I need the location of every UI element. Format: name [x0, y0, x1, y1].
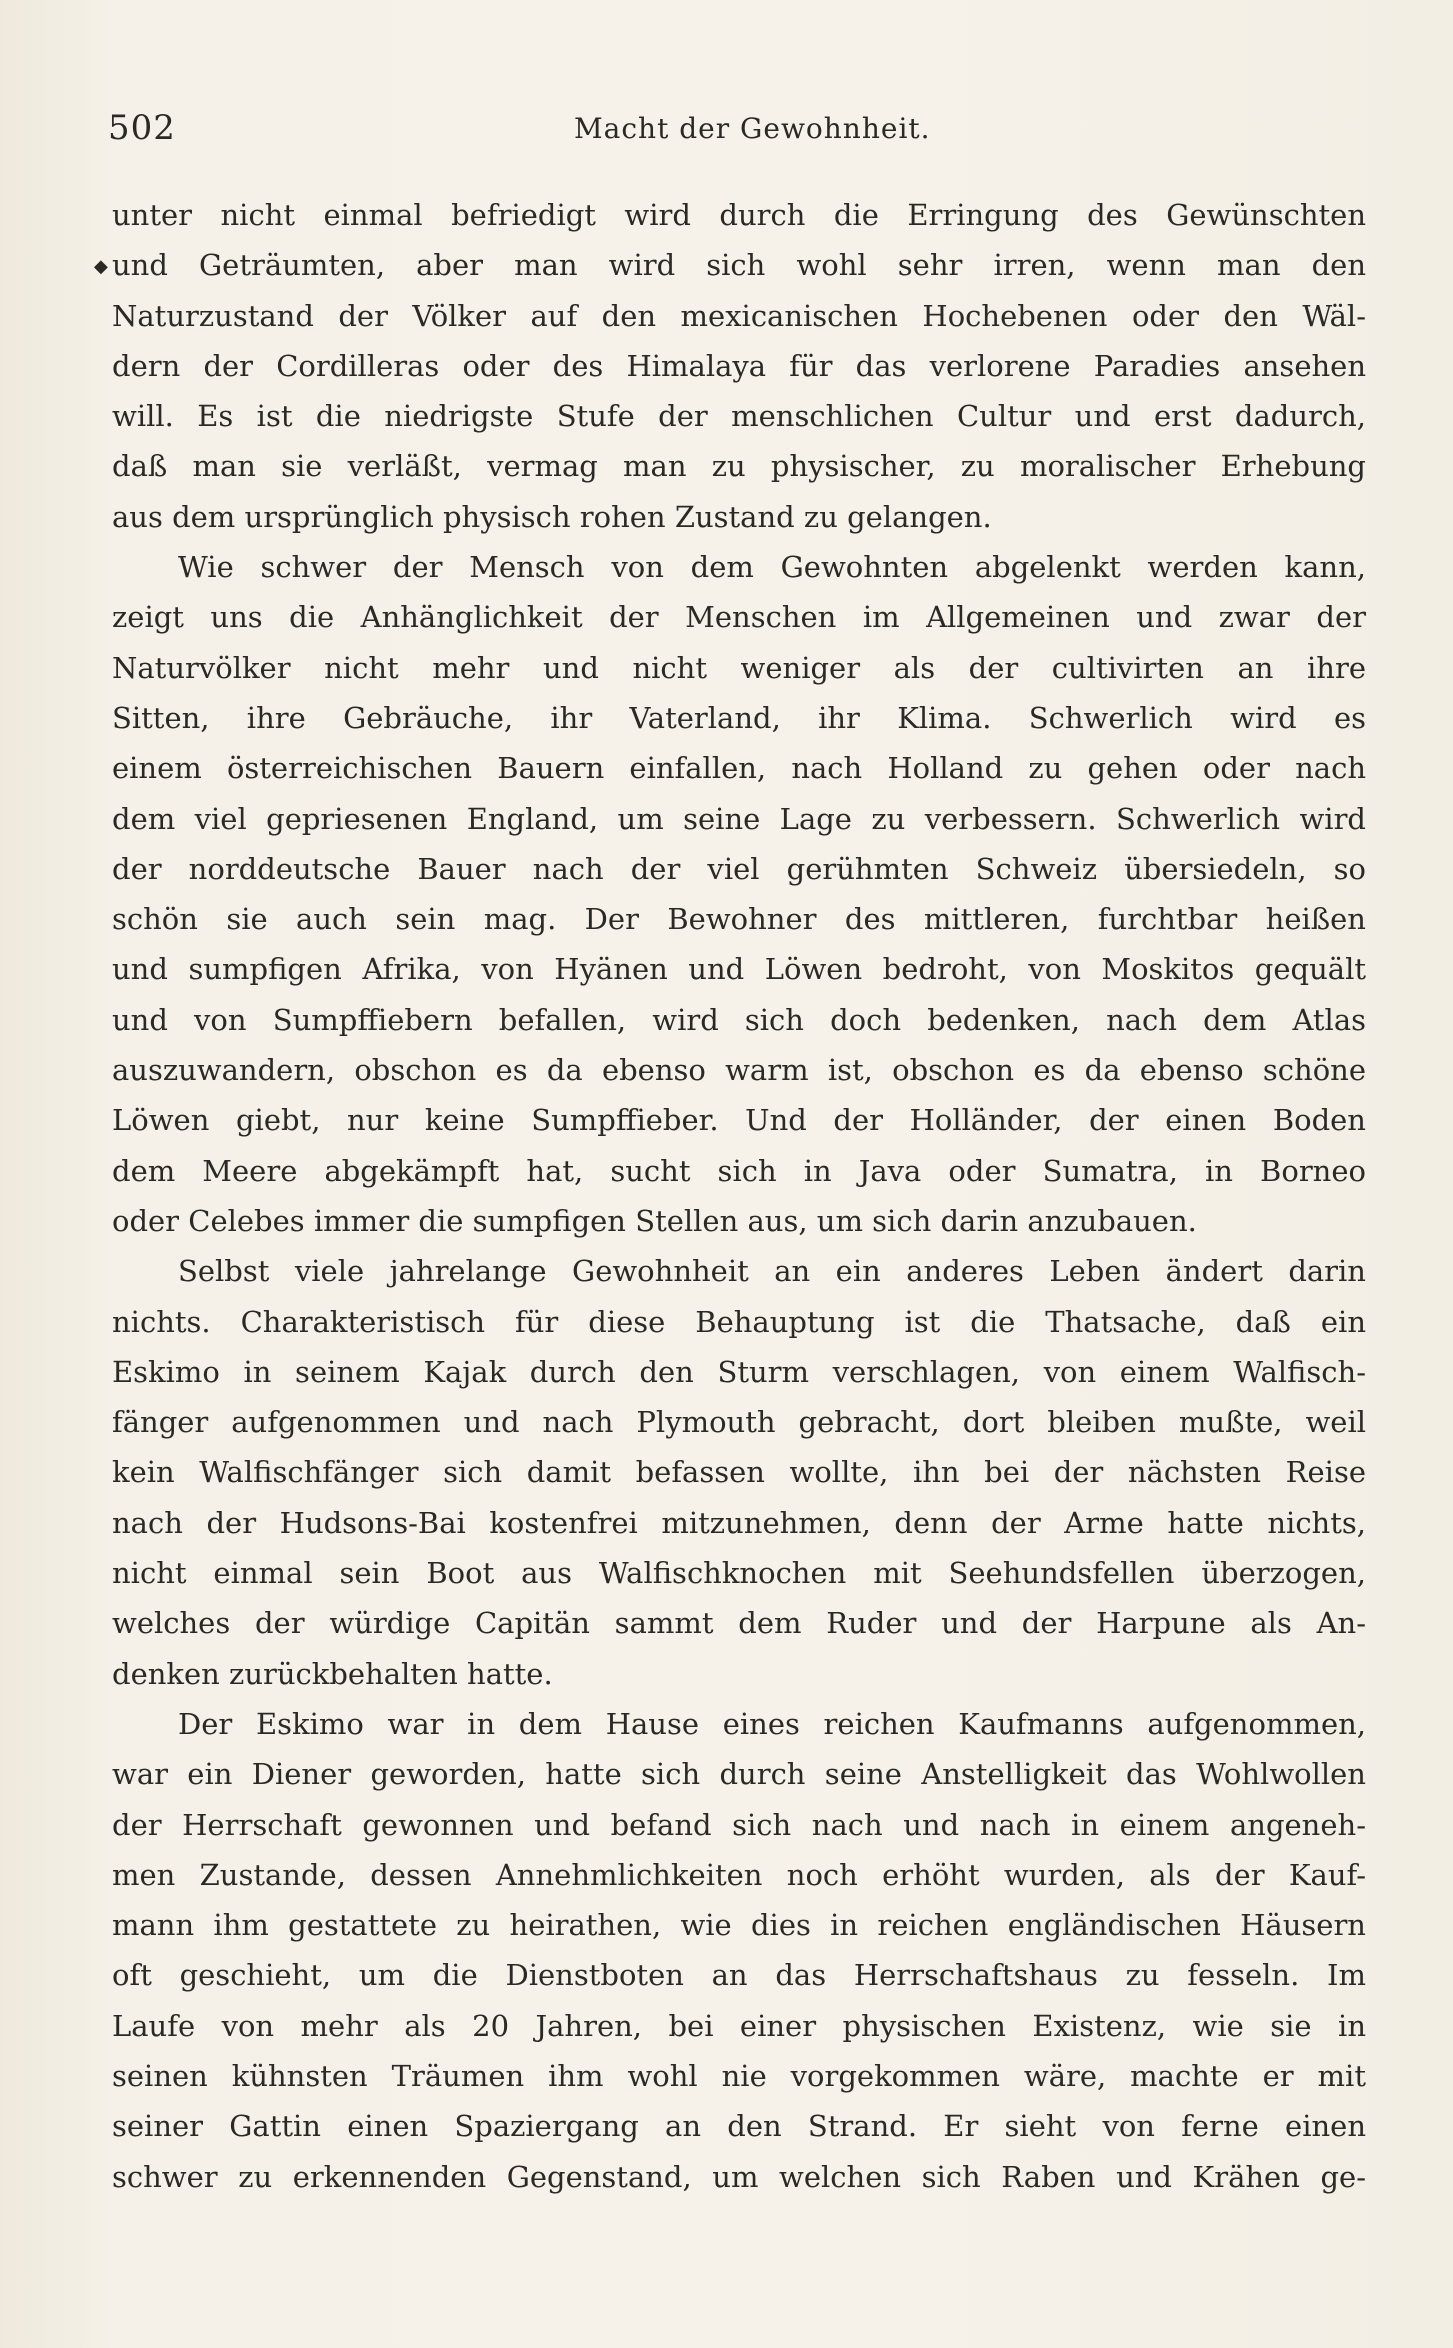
text-line: mann ihm gestattete zu heirathen, wie dies in reichen engländischen Häusern [112, 1908, 1366, 1943]
text-line: und sumpfigen Afrika, von Hyänen und Löwen bedroht, von Moskitos gequält [112, 952, 1366, 987]
text-line: seiner Gattin einen Spaziergang an den Strand. Er sieht von ferne einen [112, 2109, 1366, 2144]
text-line: auszuwandern, obschon es da ebenso warm ist, obschon es da ebenso schöne [112, 1053, 1366, 1088]
text-line: Naturzustand der Völker auf den mexicanischen Hochebenen oder den Wäl- [112, 298, 1366, 333]
text-line: Der Eskimo war in dem Hause eines reichen Kaufmanns aufgenommen, [178, 1706, 1366, 1741]
text-line: Naturvölker nicht mehr und nicht weniger als der cultivirten an ihre [112, 650, 1366, 685]
text-line: men Zustande, dessen Annehmlichkeiten noch erhöht wurden, als der Kauf- [112, 1857, 1366, 1892]
text-line: und Geträumten, aber man wird sich wohl sehr irren, wenn man den [112, 248, 1366, 283]
text-line: denken zurückbehalten hatte. [112, 1656, 553, 1691]
text-line: schön sie auch sein mag. Der Bewohner des mittleren, furchtbar heißen [112, 902, 1366, 937]
text-line: nach der Hudsons-Bai kostenfrei mitzunehmen, denn der Arme hatte nichts, [112, 1505, 1366, 1540]
text-line: Wie schwer der Mensch von dem Gewohnten abgelenkt werden kann, [178, 550, 1366, 585]
margin-mark-icon: ◆ [94, 256, 108, 277]
text-line: kein Walfischfänger sich damit befassen wollte, ihn bei der nächsten Reise [112, 1455, 1366, 1490]
text-line: Laufe von mehr als 20 Jahren, bei einer physischen Existenz, wie sie in [112, 2008, 1366, 2043]
text-line: nichts. Charakteristisch für diese Behauptung ist die Thatsache, daß ein [112, 1304, 1366, 1339]
text-line: Selbst viele jahrelange Gewohnheit an ein anderes Leben ändert darin [178, 1254, 1366, 1289]
text-line: einem österreichischen Bauern einfallen, nach Holland zu gehen oder nach [112, 751, 1366, 786]
text-line: fänger aufgenommen und nach Plymouth gebracht, dort bleiben mußte, weil [112, 1405, 1366, 1440]
text-line: will. Es ist die niedrigste Stufe der menschlichen Cultur und erst dadurch, [112, 399, 1366, 434]
text-line: und von Sumpffiebern befallen, wird sich doch bedenken, nach dem Atlas [112, 1002, 1366, 1037]
text-line: war ein Diener geworden, hatte sich durch seine Anstelligkeit das Wohlwollen [112, 1757, 1366, 1792]
page-header [108, 108, 1370, 154]
text-line: Eskimo in seinem Kajak durch den Sturm verschlagen, von einem Walfisch- [112, 1354, 1366, 1389]
text-line: dem Meere abgekämpft hat, sucht sich in Java oder Sumatra, in Borneo [112, 1153, 1366, 1188]
text-line: oft geschieht, um die Dienstboten an das Herrschaftshaus zu fesseln. Im [112, 1958, 1366, 1993]
running-head: Macht der Gewohnheit. [574, 112, 931, 145]
text-line: daß man sie verläßt, vermag man zu physischer, zu moralischer Erhebung [112, 449, 1366, 484]
text-line: dern der Cordilleras oder des Himalaya für das verlorene Paradies ansehen [112, 348, 1366, 383]
page-number: 502 [108, 108, 176, 148]
text-line: welches der würdige Capitän sammt dem Ruder und der Harpune als An- [112, 1606, 1366, 1641]
text-line: nicht einmal sein Boot aus Walfischknochen mit Seehundsfellen überzogen, [112, 1556, 1366, 1591]
text-line: zeigt uns die Anhänglichkeit der Menschen im Allgemeinen und zwar der [112, 600, 1366, 635]
text-line: dem viel gepriesenen England, um seine Lage zu verbessern. Schwerlich wird [112, 801, 1366, 836]
text-line: der Herrschaft gewonnen und befand sich nach und nach in einem angeneh- [112, 1807, 1366, 1842]
text-line: oder Celebes immer die sumpfigen Stellen aus, um sich darin anzubauen. [112, 1203, 1197, 1238]
text-line: Sitten, ihre Gebräuche, ihr Vaterland, ihr Klima. Schwerlich wird es [112, 700, 1366, 735]
text-line: unter nicht einmal befriedigt wird durch die Erringung des Gewünschten [112, 198, 1366, 232]
text-line: schwer zu erkennenden Gegenstand, um welchen sich Raben und Krähen ge- [112, 2159, 1366, 2194]
body-text [112, 190, 1366, 2202]
text-line: der norddeutsche Bauer nach der viel gerühmten Schweiz übersiedeln, so [112, 851, 1366, 886]
text-line: aus dem ursprünglich physisch rohen Zustand zu gelangen. [112, 499, 992, 534]
text-line: seinen kühnsten Träumen ihm wohl nie vorgekommen wäre, machte er mit [112, 2058, 1366, 2093]
text-line: Löwen giebt, nur keine Sumpffieber. Und der Holländer, der einen Boden [112, 1103, 1366, 1138]
